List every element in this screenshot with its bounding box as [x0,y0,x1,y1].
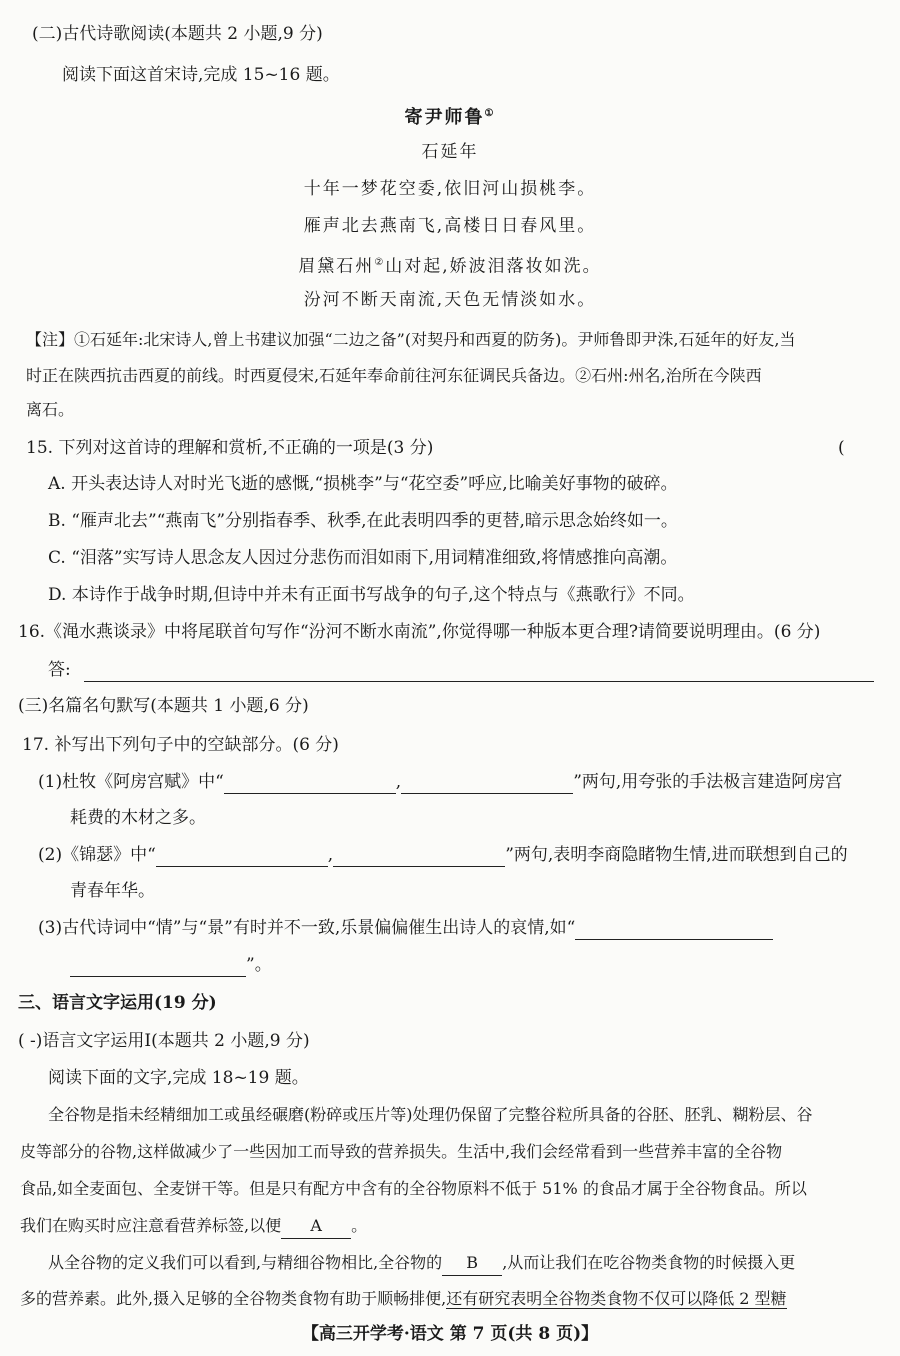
note-line: 时正在陕西抗击西夏的前线。时西夏侵宋,石延年奉命前往河东征调民兵备边。②石州:州名,治所在今陕西 [26,366,762,385]
fill-blank [575,921,773,940]
poem-line: 雁声北去燕南飞,高楼日日春风里。 [303,216,597,236]
fill-blank [224,775,396,794]
passage-line: 皮等部分的谷物,这样做减少了一些因加工而导致的营养损失。生活中,我们会经常看到一些营养丰富的全谷物 [20,1142,783,1161]
page-footer: 【高三开学考·语文 第 7 页(共 8 页)】 [301,1324,599,1344]
passage-line: 我们在购买时应注意看营养标签,以便 A 。 [20,1214,367,1239]
fill-blank [401,775,573,794]
passage-line: 食品,如全麦面包、全麦饼干等。但是只有配方中含有的全谷物原料不低于 51% 的食品才属于全谷物食品。所以 [20,1179,807,1198]
option-b: B. “雁声北去”“燕南飞”分别指春季、秋季,在此表明四季的更替,暗示思念始终如一。 [48,511,678,531]
instruction: 阅读下面的文字,完成 18~19 题。 [48,1068,309,1088]
poem-title: 寄尹师鲁① [404,107,496,128]
poem-author: 石延年 [421,142,479,162]
answer-line [84,681,874,682]
section-header: (二)古代诗歌阅读(本题共 2 小题,9 分) [32,24,323,44]
part-header: 三、语言文字运用(19 分) [18,993,217,1013]
poem-line: 汾河不断天南流,天色无情淡如水。 [303,290,597,310]
question-15-stem: 15. 下列对这首诗的理解和赏析,不正确的一项是(3 分) [26,438,434,458]
fill-blank [70,958,246,977]
answer-paren: ( [838,438,845,458]
fill-blank-b: B [442,1251,502,1276]
fill-blank-a: A [281,1214,351,1239]
question-17-part-2-cont: 青春年华。 [70,881,155,901]
option-c: C. “泪落”实写诗人思念友人因过分悲伤而泪如雨下,用词精准细致,将情感推向高潮。 [48,548,678,568]
section-header: (三)名篇名句默写(本题共 1 小题,6 分) [18,696,309,716]
question-17-part-1-cont: 耗费的木材之多。 [70,808,206,828]
instruction: 阅读下面这首宋诗,完成 15~16 题。 [62,65,340,85]
passage-line: 全谷物是指未经精细加工或虽经碾磨(粉碎或压片等)处理仍保留了完整谷粒所具备的谷胚、胚乳、糊粉层、谷 [48,1105,813,1124]
question-17-part-1: (1)杜牧《阿房宫赋》中“ , ”两句,用夸张的手法极言建造阿房宫 [38,772,843,792]
passage-line: 从全谷物的定义我们可以看到,与精细谷物相比,全谷物的 B ,从而让我们在吃谷物类食物的时候摄入更 [48,1251,795,1276]
option-d: D. 本诗作于战争时期,但诗中并未有正面书写战争的句子,这个特点与《燕歌行》不同。 [48,585,695,605]
section-header: ( -)语言文字运用Ⅰ(本题共 2 小题,9 分) [18,1031,310,1051]
poem-line: 十年一梦花空委,依旧河山损桃李。 [303,179,597,199]
underlined-sentence: 还有研究表明全谷物类食物不仅可以降低 2 型糖 [446,1289,787,1308]
question-17-part-3: (3)古代诗词中“情”与“景”有时并不一致,乐景偏偏催生出诗人的哀情,如“ [38,916,773,940]
passage-line: 多的营养素。此外,摄入足够的全谷物类食物有助于顺畅排便,还有研究表明全谷物类食物不仅可以降低 2 型糖 [20,1289,787,1308]
fill-blank [333,848,505,867]
question-17-part-2: (2)《锦瑟》中“ , ”两句,表明李商隐睹物生情,进而联想到自己的 [38,845,848,865]
question-16-stem: 16.《渑水燕谈录》中将尾联首句写作“汾河不断水南流”,你觉得哪一种版本更合理?请简要说明理由。(6 分) [18,622,821,642]
note-line: 【注】①石延年:北宋诗人,曾上书建议加强“二边之备”(对契丹和西夏的防务)。尹师鲁即尹洙,石延年的好友,当 [26,330,796,349]
question-17-stem: 17. 补写出下列句子中的空缺部分。(6 分) [22,735,339,755]
poem-line: 眉黛石州②山对起,娇波泪落妆如洗。 [298,256,602,277]
answer-label: 答: [48,660,71,680]
option-a: A. 开头表达诗人对时光飞逝的感慨,“损桃李”与“花空委”呼应,比喻美好事物的破碎。 [48,474,678,494]
fill-blank [156,848,328,867]
note-line: 离石。 [26,400,75,419]
question-17-part-3-cont: ”。 [70,953,272,977]
